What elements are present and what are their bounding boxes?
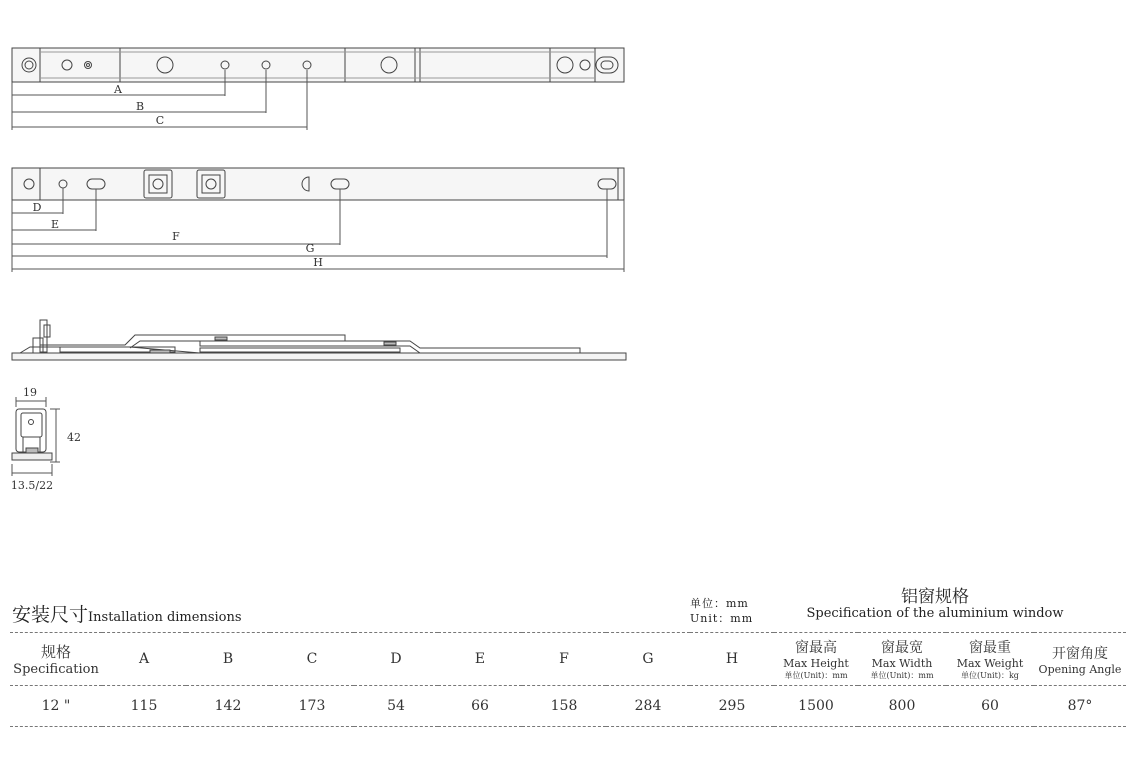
header-f: F [522, 633, 606, 686]
aluminium-spec-title-zh: 铝窗规格 [901, 587, 969, 607]
header-b: B [186, 633, 270, 686]
stay-end-view [12, 397, 60, 476]
header-max-width: 窗最宽 Max Width 单位(Unit)：mm [858, 633, 946, 686]
dim-label-f: F [172, 230, 180, 243]
cell-b: 142 [186, 686, 270, 727]
unit-label-en: Unit：mm [690, 612, 754, 625]
header-opening-angle: 开窗角度 Opening Angle [1034, 633, 1126, 686]
dim-label-d: D [32, 201, 42, 214]
header-a: A [102, 633, 186, 686]
unit-label-zh: 单位：mm [690, 597, 749, 610]
cell-c: 173 [270, 686, 354, 727]
dim-label-width: 19 [23, 386, 37, 399]
cell-max-weight: 60 [946, 686, 1034, 727]
stay-base-view [12, 168, 624, 200]
specification-table [10, 632, 1126, 727]
header-c: C [270, 633, 354, 686]
cell-d: 54 [354, 686, 438, 727]
header-h: H [690, 633, 774, 686]
cell-a: 115 [102, 686, 186, 727]
header-e: E [438, 633, 522, 686]
dim-label-a: A [114, 83, 122, 96]
cell-e: 66 [438, 686, 522, 727]
dim-label-height: 42 [67, 431, 81, 444]
stay-side-view [12, 320, 626, 360]
table-header-row [10, 633, 1126, 686]
dim-label-b: B [135, 100, 145, 113]
table-row [10, 686, 1126, 727]
dim-label-c: C [155, 114, 165, 127]
dim-label-base: 13.5/22 [10, 479, 54, 492]
cell-spec: 12 " [10, 686, 102, 727]
aluminium-spec-title-en: Specification of the aluminium window [806, 606, 1064, 621]
header-max-weight: 窗最重 Max Weight 单位(Unit)：kg [946, 633, 1034, 686]
header-g: G [606, 633, 690, 686]
cell-max-height: 1500 [774, 686, 858, 727]
cell-max-width: 800 [858, 686, 946, 727]
cell-g: 284 [606, 686, 690, 727]
stay-top-view [12, 48, 624, 82]
dim-label-e: E [50, 218, 60, 231]
cell-f: 158 [522, 686, 606, 727]
installation-title-en: Installation dimensions [88, 610, 242, 625]
installation-title [12, 600, 242, 627]
header-d: D [354, 633, 438, 686]
dim-label-g: G [305, 242, 315, 255]
header-max-height: 窗最高 Max Height 单位(Unit)：mm [774, 633, 858, 686]
header-spec: 规格 Specification [10, 633, 102, 686]
installation-title-zh: 安装尺寸 [12, 604, 89, 626]
cell-opening-angle: 87° [1034, 686, 1126, 727]
dim-label-h: H [313, 256, 323, 269]
cell-h: 295 [690, 686, 774, 727]
